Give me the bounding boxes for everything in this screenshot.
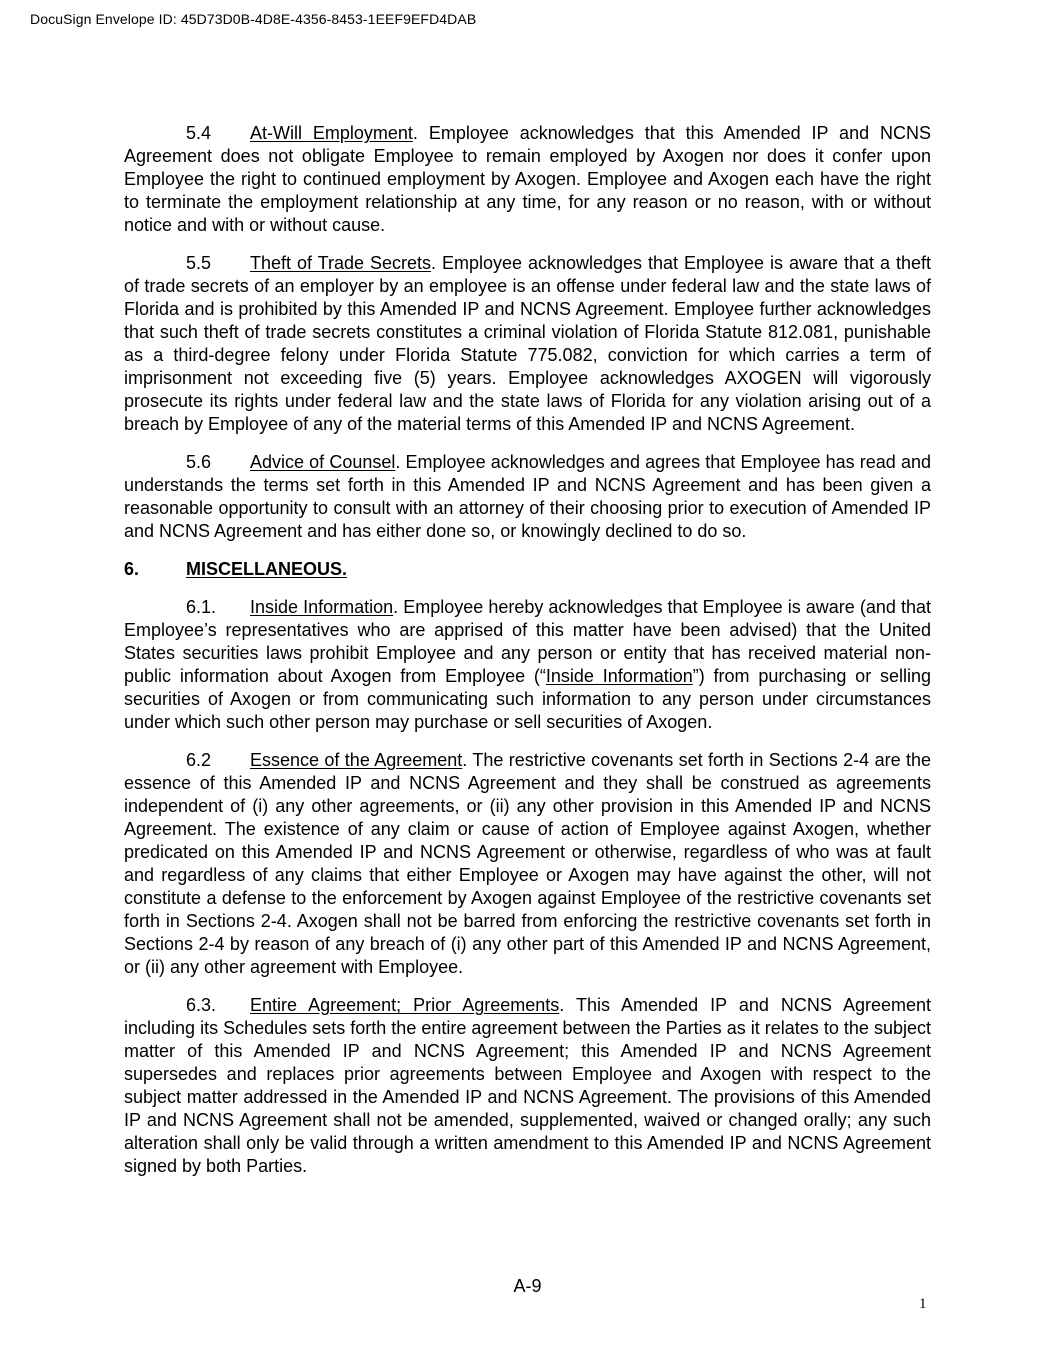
- docusign-envelope-id: DocuSign Envelope ID: 45D73D0B-4D8E-4356-8453-1EEF9EFD4DAB: [30, 11, 477, 27]
- paragraph-5-4: [124, 122, 931, 237]
- paragraph-text: Employee hereby acknowledges that Employee is aware (and that Employee’s representatives who are apprised of this matter have been advised) that the United States securities laws prohibit Employee and any person or entity that has received material non-public information about Axogen from Employee (“: [124, 597, 931, 686]
- section-title: MISCELLANEOUS.: [186, 559, 348, 579]
- paragraph-number: 5.5: [186, 253, 212, 273]
- footer-page-label: A-9: [513, 1276, 542, 1296]
- paragraph-text: Employee acknowledges that this Amended IP and NCNS Agreement does not obligate Employee to remain employed by Axogen nor does it confer upon Employee the right to continued employment by Axogen. Employee and Axogen each have the right to terminate the employment relationship at any time, for any reason or no reason, with or without notice and with or without cause.: [124, 123, 931, 235]
- heading-period: .: [395, 452, 401, 472]
- heading-period: .: [559, 995, 565, 1015]
- paragraph-heading: Inside Information: [250, 597, 394, 617]
- paragraph-text: ”) from purchasing or selling securities of Axogen or from communicating such information to any person under circumstances under which such other person may purchase or sell securities of Axogen.: [124, 666, 931, 732]
- paragraph-text: Employee acknowledges that Employee is aware that a theft of trade secrets of an employer by an employee is an offense under federal law and the state laws of Florida and is prohibited by this Amended IP and NCNS Agreement. Employee further acknowledges that such theft of trade secrets constitutes a criminal violation of Florida Statute 812.081, punishable as a third-degree felony under Florida Statute 775.082, conviction for which carries a term of imprisonment not exceeding five (5) years. Employee acknowledges AXOGEN will vigorously prosecute its rights under federal law and the state laws of Florida for any violation arising out of a breach by Employee of any of the material terms of this Amended IP and NCNS Agreement.: [124, 253, 931, 434]
- paragraph-number: 6.3.: [186, 995, 217, 1015]
- paragraph-text: Employee acknowledges and agrees that Employee has read and understands the terms set forth in this Amended IP and NCNS Agreement and has been given a reasonable opportunity to consult with an attorney of their choosing prior to execution of Amended IP and NCNS Agreement and has either done so, or knowingly declined to do so.: [124, 452, 931, 541]
- paragraph-number: 6.1.: [186, 597, 217, 617]
- paragraph-heading: Entire Agreement; Prior Agreements: [250, 995, 560, 1015]
- paragraph-heading: Advice of Counsel: [250, 452, 396, 472]
- paragraph-number: 5.6: [186, 452, 212, 472]
- paragraph-number: 5.4: [186, 123, 212, 143]
- section-number: 6.: [124, 559, 140, 579]
- section-6-heading: [124, 558, 931, 581]
- paragraph-text: The restrictive covenants set forth in Sections 2-4 are the essence of this Amended IP and NCNS Agreement and they shall be construed as agreements independent of (i) any other agreements, or (ii) any other provision in this Amended IP and NCNS Agreement. The existence of any claim or cause of action of Employee against Axogen, whether predicated on this Amended IP and NCNS Agreement or otherwise, regardless of who was at fault and regardless of any claims that either Employee or Axogen may have against the other, will not constitute a defense to the enforcement by Axogen against Employee of the restrictive covenants set forth in Sections 2-4. Axogen shall not be barred from enforcing the restrictive covenants set forth in Sections 2-4 by reason of any breach of (i) any other part of this Amended IP and NCNS Agreement, or (ii) any other agreement with Employee.: [124, 750, 931, 977]
- paragraph-6-2: [124, 749, 931, 979]
- paragraph-6-1: [124, 596, 931, 734]
- paragraph-heading: Essence of the Agreement: [250, 750, 463, 770]
- heading-period: .: [412, 123, 418, 143]
- paragraph-5-6: [124, 451, 931, 543]
- paragraph-text: This Amended IP and NCNS Agreement including its Schedules sets forth the entire agreement between the Parties as it relates to the subject matter of this Amended IP and NCNS Agreement; this Amended IP and NCNS Agreement supersedes and replaces prior agreements between Employee and Axogen with respect to the subject matter addressed in the Amended IP and NCNS Agreement. The provisions of this Amended IP and NCNS Agreement shall not be amended, supplemented, waived or changed orally; any such alteration shall only be valid through a written amendment to this Amended IP and NCNS Agreement signed by both Parties.: [124, 995, 932, 1176]
- paragraph-6-3: [124, 994, 931, 1178]
- defined-term: Inside Information: [545, 666, 693, 686]
- paragraph-5-5: [124, 252, 931, 436]
- heading-period: .: [393, 597, 399, 617]
- document-body: [124, 122, 931, 1193]
- footer-page-number: 1: [919, 1296, 927, 1312]
- heading-period: .: [430, 253, 436, 273]
- heading-period: .: [462, 750, 468, 770]
- paragraph-number: 6.2: [186, 750, 212, 770]
- paragraph-heading: At-Will Employment: [250, 123, 413, 143]
- paragraph-heading: Theft of Trade Secrets: [250, 253, 431, 273]
